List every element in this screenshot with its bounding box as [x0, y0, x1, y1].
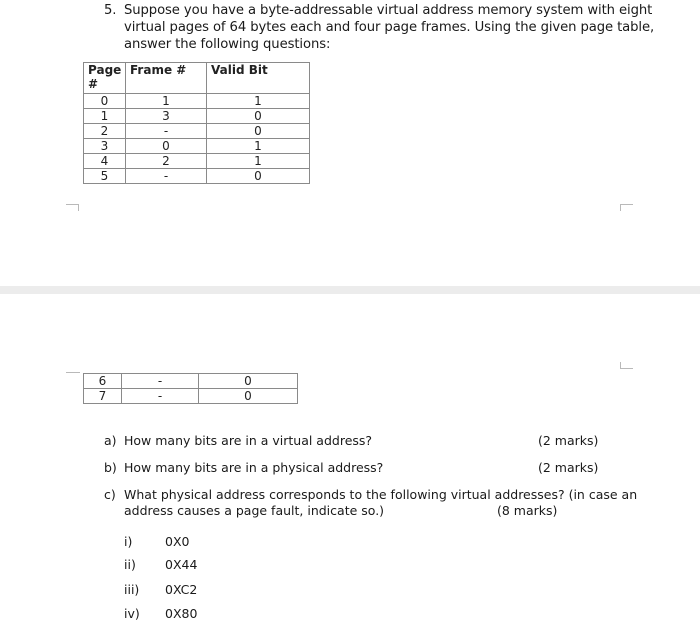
address-value: 0X80: [165, 606, 198, 621]
page-corner-mark: [66, 204, 79, 211]
part-a-text: How many bits are in a virtual address?: [124, 433, 373, 448]
address-value: 0XC2: [165, 582, 198, 597]
question-text: [124, 2, 654, 53]
page-gap: [0, 286, 700, 294]
question-line: answer the following questions:: [124, 37, 331, 52]
table-row: [84, 389, 298, 404]
part-b-marks: (2 marks): [538, 460, 599, 475]
table-row: [84, 124, 310, 139]
frame-cell: -: [122, 374, 199, 389]
frame-cell: 2: [126, 154, 207, 169]
frame-cell: 1: [126, 94, 207, 109]
page-divider-line: [66, 372, 80, 373]
frame-cell: -: [122, 389, 199, 404]
valid-cell: 0: [207, 109, 310, 124]
page-corner-mark: [620, 204, 633, 211]
frame-cell: -: [126, 124, 207, 139]
part-c-label: c): [104, 487, 116, 502]
part-a-marks: (2 marks): [538, 433, 599, 448]
part-b-text: How many bits are in a physical address?: [124, 460, 384, 475]
table-row: [84, 94, 310, 109]
page-header-hash: #: [88, 77, 99, 91]
page-corner-mark: [620, 362, 633, 369]
address-value: 0X44: [165, 557, 198, 572]
frame-cell: -: [126, 169, 207, 184]
page-cell: 2: [84, 124, 126, 139]
valid-cell: 1: [207, 139, 310, 154]
page-cell: 7: [84, 389, 122, 404]
part-a-label: a): [104, 433, 117, 448]
address-value: 0X0: [165, 534, 190, 549]
table-row: [84, 154, 310, 169]
question-line: virtual pages of 64 bytes each and four page frames. Using the given page table,: [124, 20, 655, 35]
page-cell: 6: [84, 374, 122, 389]
frame-cell: 0: [126, 139, 207, 154]
table-row: [84, 374, 298, 389]
valid-cell: 0: [207, 169, 310, 184]
valid-cell: 1: [207, 94, 310, 109]
valid-cell: 1: [207, 154, 310, 169]
address-label: ii): [124, 557, 136, 572]
table-header-row: [84, 63, 310, 94]
part-c-marks: (8 marks): [497, 503, 558, 518]
address-label: i): [124, 534, 133, 549]
part-b-label: b): [104, 460, 117, 475]
address-label: iii): [124, 582, 140, 597]
table-row: [84, 109, 310, 124]
part-c-text-line2: address causes a page fault, indicate so.): [124, 503, 385, 518]
page-header-label: Page: [88, 63, 122, 77]
valid-cell: 0: [199, 389, 298, 404]
page-header: [84, 63, 126, 94]
frame-header: Frame #: [126, 63, 207, 94]
frame-cell: 3: [126, 109, 207, 124]
page-table: [83, 62, 310, 184]
table-row: [84, 169, 310, 184]
address-label: iv): [124, 606, 140, 621]
question-number: 5.: [104, 3, 117, 18]
table-row: [84, 139, 310, 154]
valid-cell: 0: [207, 124, 310, 139]
page-cell: 5: [84, 169, 126, 184]
valid-cell: 0: [199, 374, 298, 389]
page-cell: 1: [84, 109, 126, 124]
page-table-continued: [83, 373, 298, 404]
page-cell: 4: [84, 154, 126, 169]
part-c-text: What physical address corresponds to the following virtual addresses? (in case an: [124, 487, 638, 502]
valid-header: Valid Bit: [207, 63, 310, 94]
question-line: Suppose you have a byte-addressable virtual address memory system with eight: [124, 3, 653, 18]
page-cell: 3: [84, 139, 126, 154]
page-cell: 0: [84, 94, 126, 109]
